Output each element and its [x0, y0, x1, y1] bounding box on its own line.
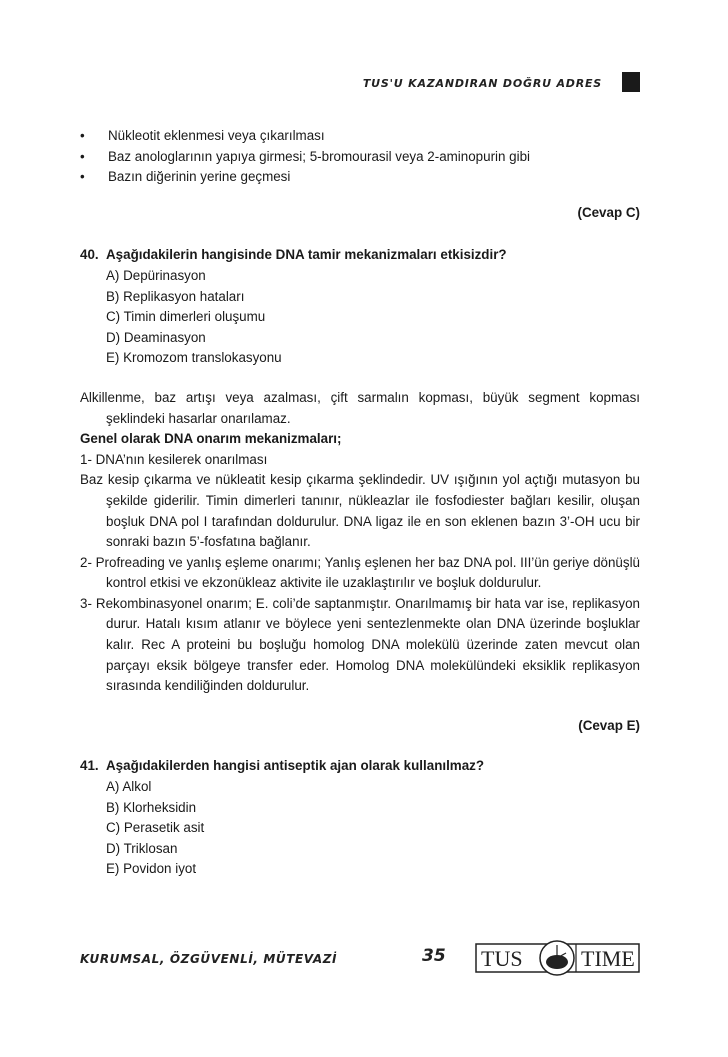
page-header: [300, 72, 640, 98]
question-40-number: 40.: [80, 247, 99, 263]
page-footer: [80, 940, 640, 980]
option-c: C) Perasetik asit: [106, 820, 205, 836]
question-40-explanation: [80, 388, 640, 697]
option-c: C) Timin dimerleri oluşumu: [106, 309, 266, 325]
question-40-options: [80, 266, 640, 369]
header-square-mark: [622, 72, 640, 92]
answer-c: (Cevap C): [577, 204, 640, 220]
header-slogan: TUS'U KAZANDIRAN DOĞRU ADRES: [362, 77, 602, 90]
footer-motto: KURUMSAL, ÖZGÜVENLİ, MÜTEVAZİ: [80, 952, 338, 966]
option-e: E) Kromozom translokasyonu: [106, 350, 282, 366]
option-a: A) Depürinasyon: [106, 267, 206, 283]
explanation-item-1-title: 1- DNA’nın kesilerek onarılması: [80, 451, 268, 467]
intro-bullet-list: [80, 126, 640, 188]
question-40-title: [80, 245, 640, 266]
explanation-item-2: 2- Profreading ve yanlış eşleme onarımı; Yanlış eşlenen her baz DNA pol. III’ün geriye dönüşlü kontrol etkisi ve ekzonükleaz aktivite ile uzaklaştırılır ve boşluk doldurulur.: [80, 554, 640, 591]
logo-text-left: TUS: [481, 946, 523, 971]
bullet-icon: •: [80, 169, 85, 185]
main-content: [80, 126, 640, 880]
explanation-paragraph: Alkillenme, baz artışı veya azalması, çift sarmalın kopması, büyük segment kopması şeklindeki hasarlar onarılamaz.: [80, 389, 640, 426]
bullet-icon: •: [80, 128, 85, 143]
explanation-item-1-body: Baz kesip çıkarma ve nükleatit kesip çıkarma şeklindedir. UV ışığının yol açtığı mutasyon bu şekilde giderilir. Timin dimerleri tanınır, nükleazlar ile fosfodiester bağları kesilir, oluşan boşluk DNA pol I tarafından doldurulur. DNA ligaz ile en son eklenen bazın 3’-OH ucu bir sonraki bazın 5’-fosfatına bağlanır.: [80, 472, 640, 550]
explanation-item-3: 3- Rekombinasyonel onarım; E. coli’de saptanmıştır. Onarılmamış bir hata var ise, replikasyon durur. Hatalı kısım atlanır ve böylece yeni sentezlenmekte olan DNA üzerinde boşluklar kalır. Rec A proteini bu boşluğu homolog DNA molekülü üzerinde zaten mevcut olan parçayı eksik bölgeye transfer eder. Homolog DNA molekülündeki eksiklik replikasyon sırasında kendiliğinden doldurulur.: [80, 595, 640, 694]
question-40-text: Aşağıdakilerin hangisinde DNA tamir mekanizmaları etkisizdir?: [106, 247, 507, 263]
option-a: A) Alkol: [106, 779, 152, 795]
answer-e: (Cevap E): [578, 717, 640, 733]
logo-text-right: TIME: [581, 946, 635, 971]
question-41-number: 41.: [80, 758, 99, 774]
bullet-icon: •: [80, 148, 85, 164]
explanation-heading: Genel olarak DNA onarım mekanizmaları;: [80, 431, 342, 447]
list-item: • Bazın diğerinin yerine geçmesi: [80, 167, 640, 188]
list-item: • Nükleotit eklenmesi veya çıkarılması: [80, 126, 640, 147]
option-e: E) Povidon iyot: [106, 861, 197, 877]
question-41-title: [80, 756, 640, 777]
question-41-options: [80, 777, 640, 880]
list-item: • Baz anologlarının yapıya girmesi; 5-bromourasil veya 2-aminopurin gibi: [80, 147, 640, 168]
question-41-text: Aşağıdakilerden hangisi antiseptik ajan olarak kullanılmaz?: [106, 758, 485, 774]
page-number: 35: [422, 946, 446, 966]
option-b: B) Klorheksidin: [106, 799, 197, 815]
tus-time-logo: [475, 940, 640, 976]
option-b: B) Replikasyon hataları: [106, 288, 245, 304]
option-d: D) Deaminasyon: [106, 329, 206, 345]
option-d: D) Triklosan: [106, 840, 178, 856]
